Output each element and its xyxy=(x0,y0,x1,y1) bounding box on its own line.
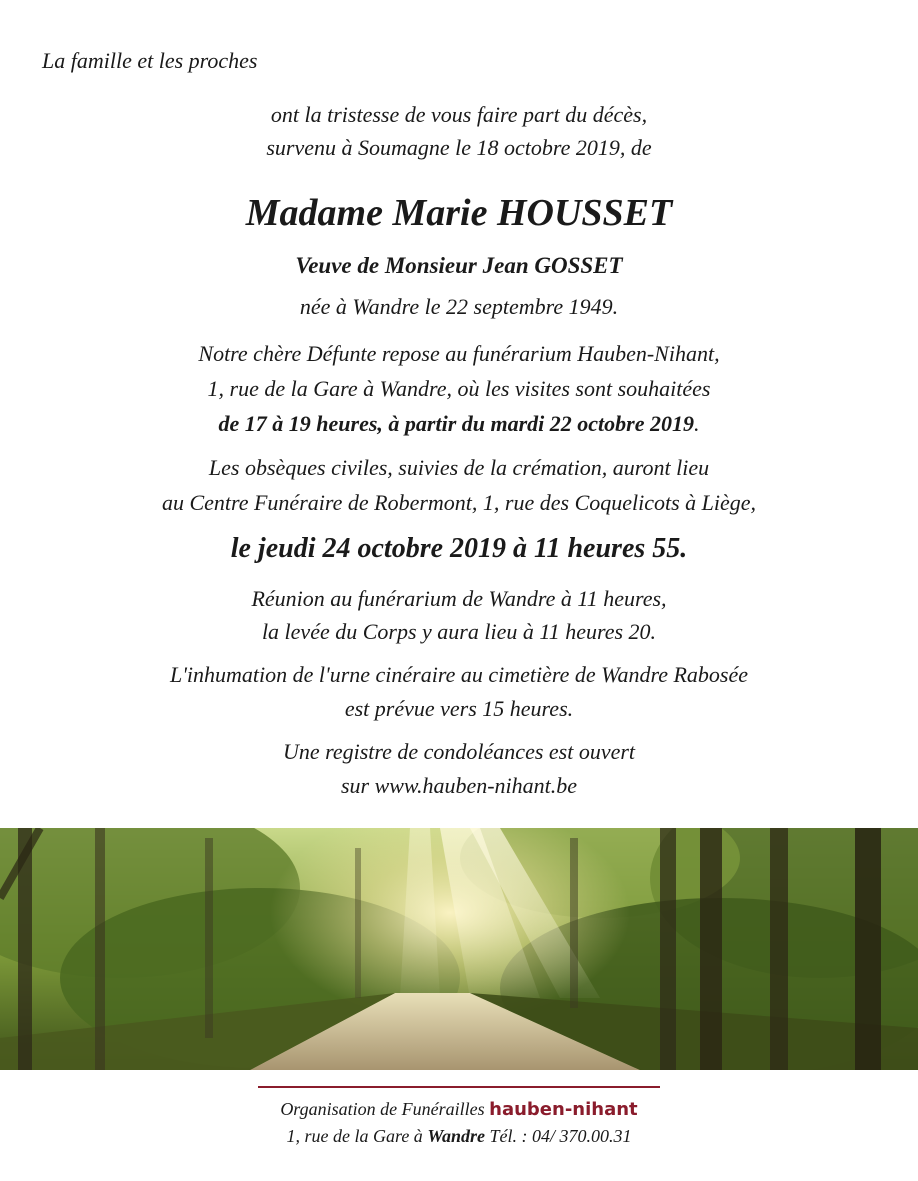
burial-line-1: L'inhumation de l'urne cinéraire au cimetière de Wandre Rabosée xyxy=(169,662,749,687)
brand-logo: hauben-nihant xyxy=(489,1099,638,1120)
meeting-line-1: Réunion au funérarium de Wandre à 11 heures, xyxy=(251,586,667,611)
condolences-line-2: sur www.hauben-nihant.be xyxy=(340,773,578,798)
condolences-line-1: Une registre de condoléances est ouvert xyxy=(282,739,636,764)
visit-period: . xyxy=(693,411,700,436)
deceased-name: Madame Marie HOUSSET xyxy=(245,192,673,234)
forest-path-photo xyxy=(0,828,918,1070)
footer-phone: Tél. : 04/ 370.00.31 xyxy=(485,1126,632,1146)
visit-line-3 xyxy=(0,413,918,435)
funeral-line-1: Les obsèques civiles, suivies de la crémation, auront lieu xyxy=(208,455,710,480)
announce-line-1: ont la tristesse de vous faire part du décès, xyxy=(270,102,648,127)
footer-address-city: Wandre xyxy=(427,1126,485,1146)
birth-info: née à Wandre le 22 septembre 1949. xyxy=(299,294,619,319)
announce-line-2: survenu à Soumagne le 18 octobre 2019, de xyxy=(266,135,652,160)
footer-divider xyxy=(258,1086,660,1088)
footer-address xyxy=(0,1126,918,1147)
funeral-line-2: au Centre Funéraire de Robermont, 1, rue des Coquelicots à Liège, xyxy=(161,490,757,515)
footer-address-start: 1, rue de la Gare à xyxy=(286,1126,428,1146)
widow-of: Veuve de Monsieur Jean GOSSET xyxy=(295,253,623,278)
footer-org-label: Organisation de Funérailles xyxy=(280,1099,485,1119)
burial-line-2: est prévue vers 15 heures. xyxy=(344,696,574,721)
funeral-date: le jeudi 24 octobre 2019 à 11 heures 55. xyxy=(230,533,688,564)
meeting-line-2: la levée du Corps y aura lieu à 11 heures 20. xyxy=(261,619,657,644)
visit-hours: de 17 à 19 heures, à partir du mardi 22 octobre 2019 xyxy=(218,411,694,436)
visit-line-1: Notre chère Défunte repose au funérarium Hauben-Nihant, xyxy=(198,341,720,366)
intro-text: La famille et les proches xyxy=(42,48,258,73)
visit-line-2: 1, rue de la Gare à Wandre, où les visites sont souhaitées xyxy=(207,376,711,401)
footer-organisation xyxy=(0,1099,918,1120)
